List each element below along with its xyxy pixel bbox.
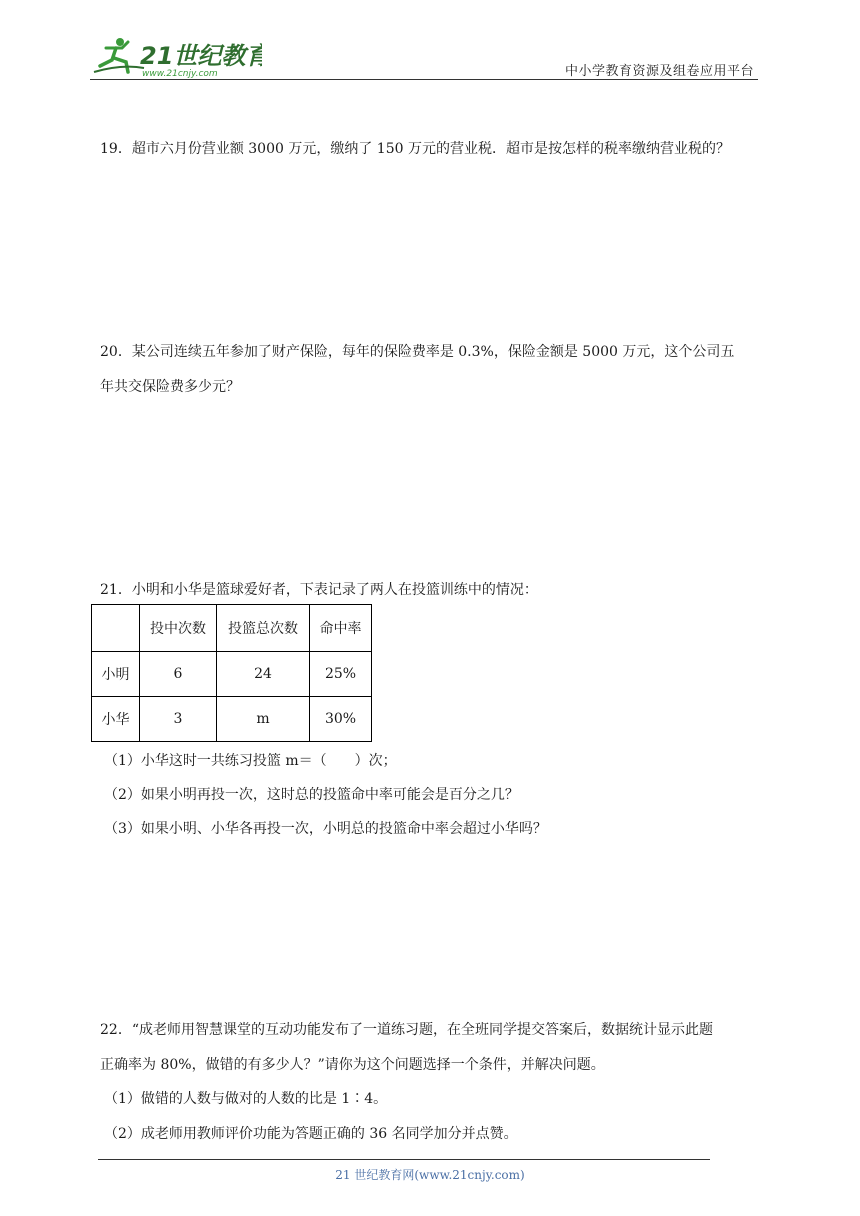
- question-21-part-2: （2）如果小明再投一次，这时总的投篮命中率可能会是百分之几？: [104, 787, 519, 803]
- table-row: [92, 697, 372, 742]
- question-20-line-1: 20．某公司连续五年参加了财产保险，每年的保险费率是 0.3%，保险金额是 5000 万元，这个公司五: [100, 344, 735, 360]
- table-cell: 30%: [310, 697, 372, 742]
- question-21-part-1: （1）小华这时一共练习投篮 m＝（ ）次；: [104, 753, 397, 769]
- table-cell: 24: [217, 652, 310, 697]
- table-header-cell: [92, 605, 140, 652]
- header-divider: [90, 79, 758, 80]
- table-cell: 6: [140, 652, 217, 697]
- table-row: [92, 652, 372, 697]
- table-cell: 小华: [92, 697, 140, 742]
- table-header-row: [92, 605, 372, 652]
- table-header-cell: 命中率: [310, 605, 372, 652]
- question-22-line-2: 正确率为 80%，做错的有多少人？”请你为这个问题选择一个条件，并解决问题。: [100, 1057, 605, 1073]
- site-logo: [92, 34, 262, 80]
- question-22-part-1: （1）做错的人数与做对的人数的比是 1∶4。: [104, 1091, 388, 1107]
- footer-link[interactable]: 21 世纪教育网(www.21cnjy.com): [335, 1168, 525, 1182]
- table-header-cell: 投中次数: [140, 605, 217, 652]
- table-cell: 25%: [310, 652, 372, 697]
- table-cell: 小明: [92, 652, 140, 697]
- table-cell: m: [217, 697, 310, 742]
- question-21-intro: 21．小明和小华是篮球爱好者，下表记录了两人在投篮训练中的情况：: [100, 582, 538, 598]
- question-21-part-3: （3）如果小明、小华各再投一次，小明总的投篮命中率会超过小华吗？: [104, 821, 547, 837]
- question-22-part-2: （2）成老师用教师评价功能为答题正确的 36 名同学加分并点赞。: [104, 1126, 518, 1142]
- footer-divider: [98, 1159, 710, 1160]
- logo-text: 21世纪教育: [140, 42, 262, 70]
- table-header-cell: 投篮总次数: [217, 605, 310, 652]
- runner-logo-icon: [92, 34, 262, 80]
- question-19: 19．超市六月份营业额 3000 万元，缴纳了 150 万元的营业税．超市是按怎样的税率缴纳营业税的？: [100, 141, 730, 157]
- shooting-table: [91, 604, 372, 742]
- platform-title: 中小学教育资源及组卷应用平台: [564, 64, 754, 79]
- table-cell: 3: [140, 697, 217, 742]
- logo-url: www.21cnjy.com: [142, 69, 218, 79]
- question-20-line-2: 年共交保险费多少元？: [100, 379, 240, 395]
- question-22-line-1: 22．“成老师用智慧课堂的互动功能发布了一道练习题，在全班同学提交答案后，数据统计显示此题: [100, 1022, 713, 1038]
